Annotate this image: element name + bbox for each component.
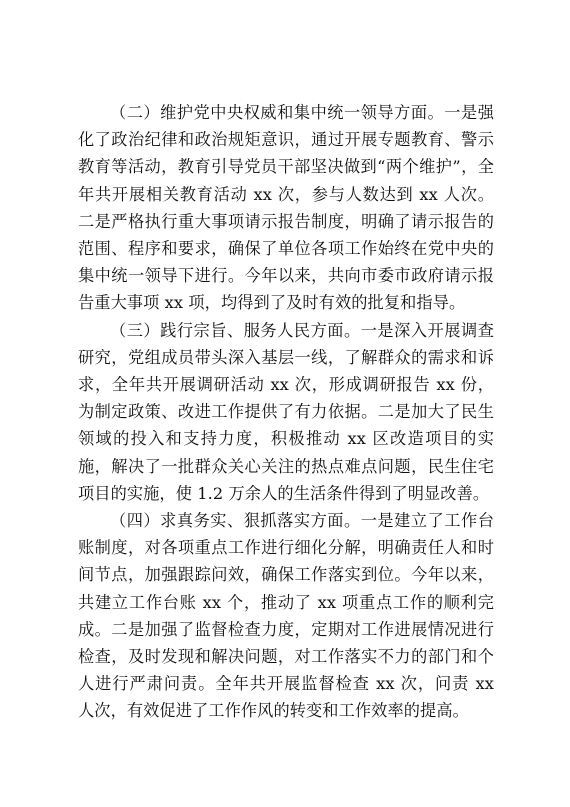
document-body xyxy=(78,99,494,725)
paragraph-2-upholding-central-authority: （二）维护党中央权威和集中统一领导方面。一是强化了政治纪律和政治规矩意识，通过开展专题教育、警示教育等活动，教育引导党员干部坚决做到“两个维护”，全年共开展相关教育活动 xx 次，参与人数达到 xx 人次。二是严格执行重大事项请示报告制度，明确了请示报告的范围、程序和要求，确保了单位各项工作始终在党中央的集中统一领导下进行。今年以来，共向市委市政府请示报告重大事项 xx 项，均得到了及时有效的批复和指导。 xyxy=(78,103,494,313)
paragraph-4-implementation: （四）求真务实、狠抓落实方面。一是建立了工作台账制度，对各项重点工作进行细化分解，明确责任人和时间节点，加强跟踪问效，确保工作落实到位。今年以来，共建立工作台账 xx 个，推动了 xx 项重点工作的顺利完成。二是加强了监督检查力度，定期对工作进展情况进行检查，及时发现和解决问题，对工作落实不力的部门和个人进行严肃问责。全年共开展监督检查 xx 次，问责 xx 人次，有效促进了工作作风的转变和工作效率的提高。 xyxy=(78,511,494,721)
paragraph-3-serving-the-people: （三）践行宗旨、服务人民方面。一是深入开展调查研究，党组成员带头深入基层一线，了解群众的需求和诉求，全年共开展调研活动 xx 次，形成调研报告 xx 份，为制定政策、改进工作提供了有力依据。二是加大了民生领域的投入和支持力度，积极推动 xx 区改造项目的实施，解决了一批群众关心关注的热点难点问题，民生住宅项目的实施，使 1.2 万余人的生活条件得到了明显改善。 xyxy=(78,320,494,503)
